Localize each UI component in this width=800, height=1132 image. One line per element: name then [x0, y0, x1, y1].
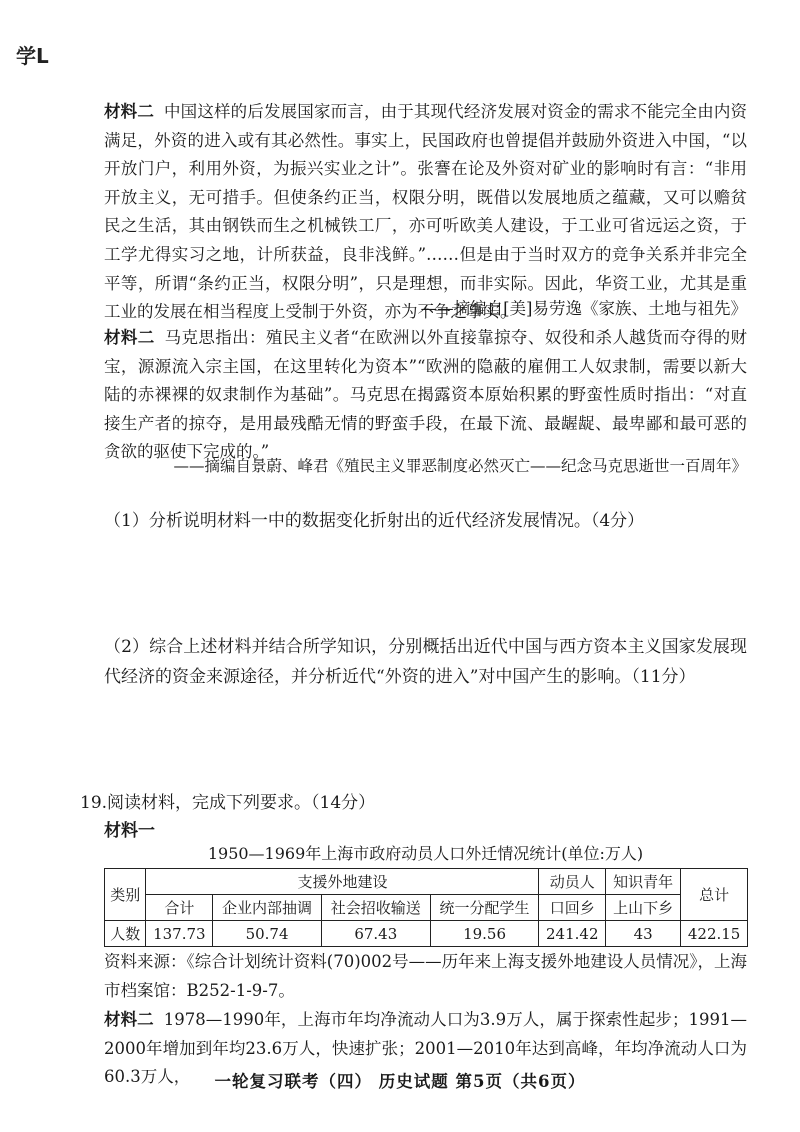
- question-18-2: （2）综合上述材料并结合所学知识，分别概括出近代中国与西方资本主义国家发展现代经济的资金来源途径，并分析近代“外资的进入”对中国产生的影响。（11分）: [104, 637, 747, 687]
- header-support-group: 支援外地建设: [146, 869, 539, 895]
- material-a-label: 材料二: [104, 102, 154, 121]
- question-18-1: （1）分析说明材料一中的数据变化折射出的近代经济发展情况。（4分）: [104, 511, 645, 531]
- header-youth-line2: 上山下乡: [606, 895, 681, 921]
- table-cell: 50.74: [213, 921, 322, 947]
- material-a-text: 中国这样的后发展国家而言，由于其现代经济发展对资金的需求不能完全由内资满足，外资的进入或有其必然性。事实上，民国政府也曾提倡并鼓励外资进入中国，“以开放门户，利用外资，为振兴实业之计”。张謇在论及外资对矿业的影响时有言：“非用开放主义，无可措手。但使条约正当，权限分明，既借以发展地质之蕴藏，又可以赡贫民之生活，其由钢铁而生之机械铁工厂，亦可听欧美人建设，于工业可省远运之资，于工学尤得实习之地，计所获益，良非浅鲜。”……但是由于当时双方的竞争关系并非完全平等，所谓“条约正当，权限分明”，只是理想，而非实际。因此，华资工业，尤其是重工业的发展在相当程度上受制于外资，亦为不争之事实。: [104, 102, 748, 322]
- material-a-source: ——摘编自[美]易劳逸《家族、土地与祖先》: [420, 299, 747, 318]
- outmigration-table: [104, 868, 748, 947]
- header-return-line2: 口回乡: [539, 895, 606, 921]
- material-a: [104, 98, 747, 327]
- header-student-assign: 统一分配学生: [430, 895, 539, 921]
- header-return-line1: 动员人: [539, 869, 606, 895]
- header-total: 总计: [681, 869, 748, 921]
- material-b: [104, 324, 747, 467]
- table-cell: 137.73: [146, 921, 213, 947]
- publisher-logo: 学L: [16, 44, 49, 68]
- table-cell: 19.56: [430, 921, 539, 947]
- material-b-label: 材料二: [104, 328, 155, 347]
- material-19-2-label: 材料二: [104, 1010, 154, 1029]
- row-label: 人数: [105, 921, 146, 947]
- question-19-heading: 19.阅读材料，完成下列要求。（14分）: [80, 793, 376, 813]
- material-b-source: ——摘编自景蔚、峰君《殖民主义罪恶制度必然灭亡——纪念马克思逝世一百周年》: [173, 457, 747, 475]
- table-cell: 67.43: [321, 921, 430, 947]
- page-footer: 一轮复习联考（四） 历史试题 第5页（共6页）: [214, 1072, 586, 1091]
- material-19-2-text: 1978—1990年，上海市年均净流动人口为3.9万人，属于探索性起步；1991—2000年增加到年均23.6万人，快速扩张；2001—2010年达到高峰，年均净流动人口为60.3万人，: [104, 1010, 748, 1087]
- table-title: 1950—1969年上海市政府动员人口外迁情况统计(单位:万人): [207, 844, 644, 863]
- header-social-recruit: 社会招收输送: [321, 895, 430, 921]
- material-b-text: 马克思指出：殖民主义者“在欧洲以外直接靠掠夺、奴役和杀人越货而夺得的财宝，源源流入宗主国，在这里转化为资本”“欧洲的隐蔽的雇佣工人奴隶制，需要以新大陆的赤裸裸的奴隶制作为基础”。马克思在揭露资本原始积累的野蛮性质时指出：“对直接生产者的掠夺，是用最残酷无情的野蛮手段，在最下流、最龌龊、最卑鄙和最可恶的贪欲的驱使下完成的。”: [104, 328, 747, 462]
- table-cell: 241.42: [539, 921, 606, 947]
- table-cell: 422.15: [681, 921, 748, 947]
- header-youth-line1: 知识青年: [606, 869, 681, 895]
- table-cell: 43: [606, 921, 681, 947]
- header-subtotal: 合计: [146, 895, 213, 921]
- header-category: 类别: [105, 869, 146, 921]
- table-source: 资料来源：《综合计划统计资料(70)002号——历年来上海支援外地建设人员情况》，上海市档案馆：B252-1-9-7。: [104, 952, 747, 1000]
- question-19-material-label: 材料一: [104, 821, 155, 841]
- header-internal-transfer: 企业内部抽调: [213, 895, 322, 921]
